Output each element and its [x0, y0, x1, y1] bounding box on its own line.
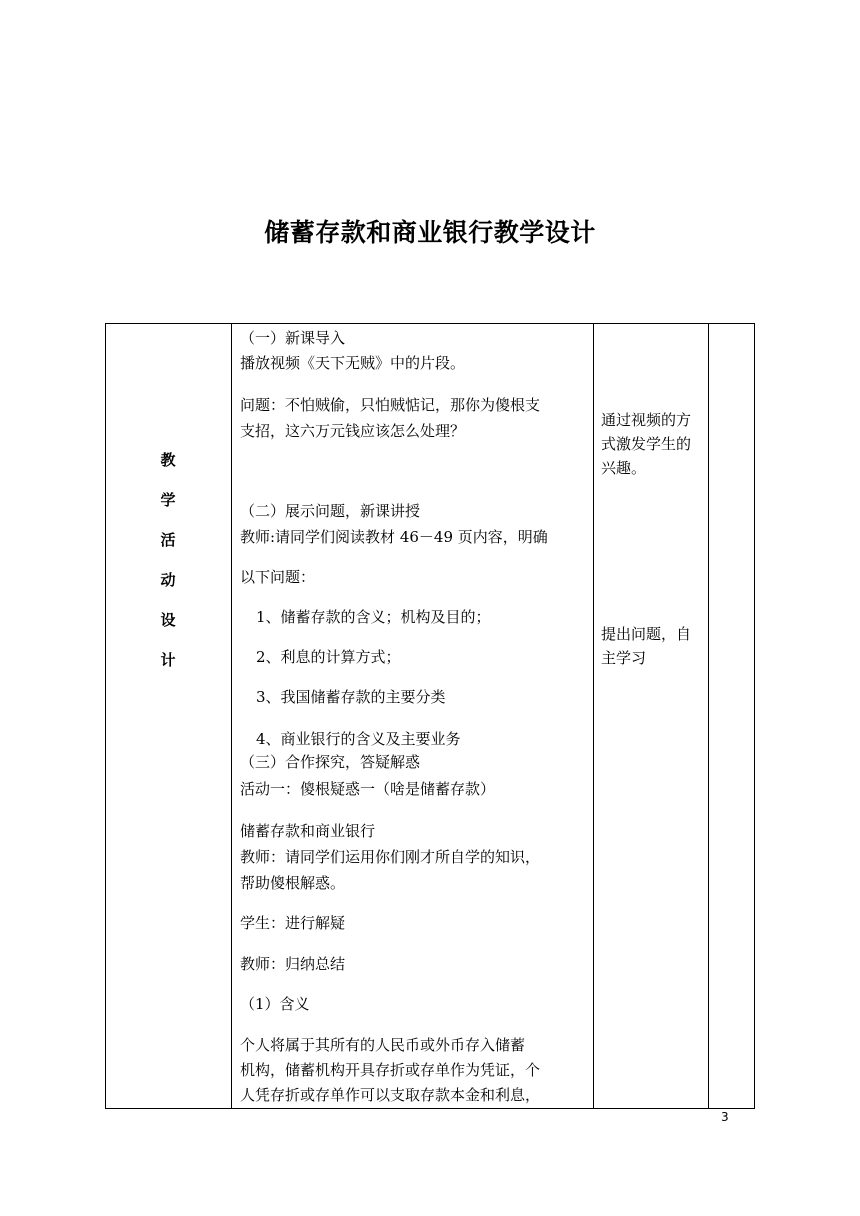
row-label-char: 动: [160, 571, 176, 589]
section-heading-lecture: （二）展示问题，新课讲授: [240, 502, 421, 520]
question-item: 4、商业银行的含义及主要业务: [256, 730, 461, 748]
table-border-col3: [708, 323, 709, 1109]
content-line: 播放视频《天下无贼》中的片段。: [240, 354, 466, 372]
question-item: 2、利息的计算方式；: [256, 648, 401, 666]
content-line: 帮助傻根解惑。: [240, 874, 346, 892]
row-label-teaching-activity-design: [105, 449, 231, 689]
content-line: 支招，这六万元钱应该怎么处理？: [240, 422, 466, 440]
table-bottom-border: [105, 1108, 755, 1109]
content-line: 问题：不怕贼偷，只怕贼惦记，那你为傻根支: [240, 396, 541, 414]
content-line: 以下问题：: [240, 568, 316, 586]
table-border-col2: [593, 323, 594, 1109]
table-border-left: [105, 323, 106, 1109]
content-line: 教师：请同学们运用你们刚才所自学的知识，: [240, 848, 541, 866]
content-line: 活动一：傻根疑惑一（啥是储蓄存款）: [240, 780, 496, 798]
content-line: 机构，储蓄机构开具存折或存单作为凭证，个: [240, 1061, 541, 1079]
table-border-right: [754, 323, 755, 1109]
content-line: 教师:请同学们阅读教材 46－49 页内容，明确: [240, 528, 548, 546]
section-heading-intro: （一）新课导入: [240, 329, 346, 347]
content-line: 教师：归纳总结: [240, 955, 346, 973]
document-title: 储蓄存款和商业银行教学设计: [264, 218, 596, 247]
row-label-char: 教: [160, 451, 176, 469]
row-label-char: 设: [160, 611, 176, 629]
question-item: 1、储蓄存款的含义；机构及目的；: [256, 608, 491, 626]
design-intent-note: 通过视频的方式激发学生的兴趣。: [601, 411, 692, 477]
design-intent-note: 提出问题，自主学习: [601, 625, 692, 667]
row-label-char: 计: [160, 651, 176, 669]
section-heading-inquiry: （三）合作探究，答疑解惑: [240, 753, 421, 771]
page-number: 3: [721, 1110, 729, 1124]
row-label-char: 活: [160, 531, 176, 549]
content-line: （1）含义: [240, 995, 310, 1013]
table-border-col1: [231, 323, 232, 1109]
table-top-border: [105, 323, 755, 324]
row-label-char: 学: [160, 491, 176, 509]
content-line: 储蓄存款和商业银行: [240, 822, 376, 840]
content-line: 个人将属于其所有的人民币或外币存入储蓄: [240, 1036, 526, 1054]
question-item: 3、我国储蓄存款的主要分类: [256, 688, 446, 706]
content-line: 人凭存折或存单作可以支取存款本金和利息，: [240, 1086, 541, 1104]
content-line: 学生：进行解疑: [240, 914, 346, 932]
